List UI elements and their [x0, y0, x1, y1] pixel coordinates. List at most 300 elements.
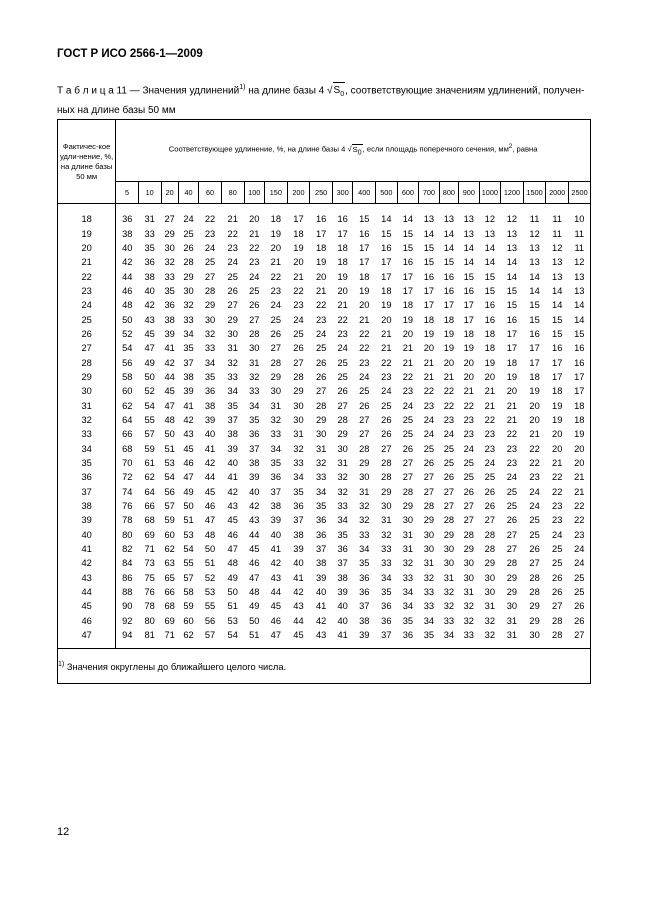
table-cell: 29 [227, 314, 238, 325]
table-cell: 17 [359, 257, 370, 268]
table-cell: 38 [183, 371, 194, 382]
table-cell: 20 [463, 371, 474, 382]
table-cell: 33 [227, 371, 238, 382]
table-cell: 36 [122, 214, 133, 225]
table-cell: 31 [315, 443, 327, 454]
table-cell: 75 [144, 572, 155, 583]
table-cell: 35 [381, 587, 392, 598]
table-cell: 32 [484, 615, 496, 626]
table-cell: 25 [484, 472, 496, 483]
table-cell: 18 [423, 314, 435, 325]
table-cell: 22 [529, 443, 540, 454]
table-row [58, 255, 591, 269]
table-cell: 21 [249, 228, 260, 239]
table-cell: 38 [204, 400, 216, 411]
table-cell: 24 [315, 328, 327, 339]
table-cell: 36 [164, 300, 175, 311]
actual-elongation-cell: 43 [58, 571, 116, 585]
actual-elongation-cell: 39 [58, 513, 116, 527]
table-cell: 16 [569, 355, 591, 369]
table-cell: 14 [552, 285, 563, 296]
table-cell: 47 [183, 472, 194, 483]
table-cell: 30 [484, 587, 496, 598]
table-cell: 21 [359, 314, 370, 325]
table-cell: 51 [183, 515, 194, 526]
table-cell: 25 [381, 400, 392, 411]
table-cell: 18 [293, 228, 304, 239]
table-cell: 12 [552, 242, 563, 253]
table-cell: 27 [484, 515, 496, 526]
table-cell: 50 [249, 615, 260, 626]
table-cell: 34 [293, 472, 304, 483]
header-root-symbol: $S_0$ [352, 145, 362, 157]
table-cell: 18 [337, 242, 348, 253]
table-cell: 76 [144, 587, 155, 598]
table-cell: 19 [506, 371, 518, 382]
table-cell: 17 [423, 285, 435, 296]
table-cell: 32 [484, 630, 496, 641]
table-cell: 30 [270, 386, 281, 397]
caption-root-symbol: $S_0$ [333, 82, 346, 103]
table-row [58, 269, 591, 283]
table-cell: 34 [249, 400, 260, 411]
table-cell: 21 [443, 371, 455, 382]
table-cell: 50 [227, 587, 238, 598]
table-cell: 35 [144, 242, 155, 253]
table-cell: 13 [506, 228, 518, 239]
table-cell: 26 [402, 443, 414, 454]
table-cell: 42 [122, 257, 133, 268]
table-cell: 22 [227, 228, 238, 239]
table-row [58, 312, 591, 326]
table-cell: 32 [293, 443, 304, 454]
table-cell: 26 [381, 414, 392, 425]
table-cell: 33 [204, 343, 216, 354]
table-cell: 26 [270, 328, 281, 339]
table-cell: 19 [293, 242, 304, 253]
table-cell: 26 [552, 572, 563, 583]
table-cell: 15 [484, 271, 496, 282]
table-cell: 66 [122, 429, 133, 440]
table-cell: 30 [204, 314, 216, 325]
table-cell: 25 [552, 558, 563, 569]
table-cell: 18 [315, 242, 327, 253]
table-row [58, 427, 591, 441]
table-cell: 15 [423, 257, 435, 268]
table-cell: 31 [270, 400, 281, 411]
table-cell: 76 [122, 501, 133, 512]
table-cell: 27 [506, 529, 518, 540]
table-cell: 13 [552, 257, 563, 268]
table-cell: 38 [164, 314, 175, 325]
table-cell: 16 [552, 343, 563, 354]
table-cell: 51 [204, 558, 216, 569]
area-header-cell: 900 [459, 182, 479, 204]
area-header-cell: 40 [178, 182, 198, 204]
table-cell: 25 [270, 314, 281, 325]
table-cell: 37 [315, 544, 327, 555]
table-cell: 25 [423, 443, 435, 454]
table-cell: 18 [402, 300, 414, 311]
table-cell: 24 [337, 343, 348, 354]
table-cell: 73 [144, 558, 155, 569]
table-cell: 35 [359, 558, 370, 569]
table-cell: 31 [402, 544, 414, 555]
table-cell: 32 [402, 558, 414, 569]
table-cell: 17 [381, 257, 392, 268]
actual-elongation-cell: 29 [58, 370, 116, 384]
table-cell: 39 [204, 414, 216, 425]
table-cell: 41 [183, 400, 194, 411]
table-cell: 44 [249, 529, 260, 540]
table-cell: 55 [144, 414, 155, 425]
table-cell: 12 [506, 214, 518, 225]
table-cell: 26 [249, 300, 260, 311]
table-cell: 14 [569, 312, 591, 326]
table-cell: 40 [204, 429, 216, 440]
table-cell: 58 [122, 371, 133, 382]
table-cell: 15 [463, 271, 474, 282]
table-cell: 50 [144, 371, 155, 382]
table-cell: 27 [463, 501, 474, 512]
table-cell: 16 [484, 314, 496, 325]
table-cell: 33 [183, 314, 194, 325]
table-cell: 23 [463, 429, 474, 440]
table-cell: 12 [484, 214, 496, 225]
table-cell: 20 [463, 357, 474, 368]
table-cell: 30 [484, 572, 496, 583]
table-row [58, 298, 591, 312]
footnote-row [58, 649, 591, 684]
table-cell: 28 [443, 515, 455, 526]
table-cell: 26 [569, 599, 591, 613]
table-cell: 41 [164, 343, 175, 354]
table-row [58, 398, 591, 412]
table-cell: 24 [529, 501, 540, 512]
table-cell: 11 [552, 214, 563, 225]
table-cell: 35 [293, 486, 304, 497]
table-cell: 20 [443, 357, 455, 368]
actual-elongation-cell: 37 [58, 485, 116, 499]
table-cell: 32 [463, 615, 474, 626]
table-cell: 35 [164, 285, 175, 296]
actual-elongation-cell: 30 [58, 384, 116, 398]
table-cell: 29 [529, 615, 540, 626]
table-cell: 23 [463, 414, 474, 425]
area-header-cell: 150 [265, 182, 288, 204]
table-cell: 13 [423, 214, 435, 225]
table-cell: 20 [270, 242, 281, 253]
table-cell: 14 [443, 228, 455, 239]
table-cell: 29 [164, 228, 175, 239]
table-cell: 54 [227, 630, 238, 641]
table-cell: 18 [506, 357, 518, 368]
table-cell: 32 [164, 257, 175, 268]
actual-elongation-cell: 22 [58, 269, 116, 283]
table-cell: 15 [552, 314, 563, 325]
table-cell: 32 [337, 486, 348, 497]
table-cell: 33 [164, 271, 175, 282]
table-cell: 42 [164, 357, 175, 368]
table-cell: 65 [164, 572, 175, 583]
table-cell: 21 [423, 357, 435, 368]
table-cell: 39 [337, 587, 348, 598]
table-cell: 27 [402, 458, 414, 469]
table-cell: 51 [227, 601, 238, 612]
table-cell: 28 [552, 615, 563, 626]
table-cell: 21 [423, 371, 435, 382]
table-cell: 53 [164, 458, 175, 469]
table-cell: 41 [337, 630, 348, 641]
table-cell: 14 [529, 285, 540, 296]
table-cell: 12 [569, 255, 591, 269]
table-cell: 24 [423, 414, 435, 425]
table-cell: 27 [552, 601, 563, 612]
table-cell: 64 [122, 414, 133, 425]
table-cell: 27 [402, 472, 414, 483]
table-cell: 47 [249, 572, 260, 583]
table-cell: 26 [463, 486, 474, 497]
table-cell: 35 [337, 529, 348, 540]
table-cell: 35 [227, 400, 238, 411]
table-cell: 58 [183, 587, 194, 598]
table-cell: 19 [359, 285, 370, 296]
table-cell: 19 [463, 343, 474, 354]
table-cell: 21 [337, 300, 348, 311]
table-cell: 29 [529, 601, 540, 612]
table-cell: 33 [463, 630, 474, 641]
table-cell: 18 [381, 285, 392, 296]
table-cell: 23 [569, 528, 591, 542]
table-cell: 21 [506, 414, 518, 425]
area-header-cell: 20 [161, 182, 178, 204]
actual-elongation-cell: 46 [58, 614, 116, 628]
table-cell: 64 [144, 486, 155, 497]
table-cell: 33 [381, 558, 392, 569]
caption-note-mark: 1) [239, 84, 246, 91]
table-cell: 69 [164, 615, 175, 626]
table-cell: 30 [227, 328, 238, 339]
table-cell: 19 [552, 400, 563, 411]
table-cell: 27 [443, 501, 455, 512]
area-header-cell: 5 [116, 182, 139, 204]
table-cell: 17 [529, 357, 540, 368]
table-cell: 61 [144, 458, 155, 469]
table-cell: 35 [249, 414, 260, 425]
spacer-row [58, 204, 591, 213]
table-cell: 26 [359, 400, 370, 411]
table-cell: 29 [204, 300, 216, 311]
table-cell: 20 [569, 442, 591, 456]
table-cell: 28 [359, 443, 370, 454]
table-cell: 13 [529, 257, 540, 268]
table-cell: 36 [381, 601, 392, 612]
table-cell: 19 [381, 300, 392, 311]
table-cell: 13 [569, 284, 591, 298]
table-cell: 23 [337, 328, 348, 339]
table-cell: 34 [337, 515, 348, 526]
actual-elongation-cell: 26 [58, 327, 116, 341]
table-cell: 26 [529, 544, 540, 555]
table-cell: 28 [484, 544, 496, 555]
table-cell: 43 [293, 601, 304, 612]
table-cell: 30 [463, 572, 474, 583]
table-cell: 35 [423, 630, 435, 641]
table-cell: 23 [506, 458, 518, 469]
actual-elongation-cell: 36 [58, 470, 116, 484]
table-cell: 19 [337, 271, 348, 282]
table-cell: 37 [227, 414, 238, 425]
table-cell: 47 [270, 630, 281, 641]
table-cell: 28 [249, 328, 260, 339]
table-row [58, 485, 591, 499]
table-cell: 48 [249, 587, 260, 598]
table-cell: 28 [381, 458, 392, 469]
table-cell: 48 [227, 558, 238, 569]
table-cell: 47 [204, 515, 216, 526]
table-cell: 23 [227, 242, 238, 253]
table-cell: 16 [423, 271, 435, 282]
table-cell: 22 [249, 242, 260, 253]
table-cell: 62 [183, 630, 194, 641]
table-cell: 38 [293, 529, 304, 540]
table-cell: 23 [423, 400, 435, 411]
table-cell: 18 [484, 328, 496, 339]
table-cell: 80 [144, 615, 155, 626]
table-cell: 27 [423, 486, 435, 497]
table-cell: 31 [293, 429, 304, 440]
table-cell: 39 [359, 630, 370, 641]
table-cell: 43 [144, 314, 155, 325]
table-cell: 33 [359, 529, 370, 540]
table-cell: 22 [293, 285, 304, 296]
table-cell: 90 [122, 601, 133, 612]
table-cell: 21 [270, 257, 281, 268]
table-cell: 21 [293, 271, 304, 282]
table-cell: 86 [122, 572, 133, 583]
table-row [58, 614, 591, 628]
area-header-cell: 60 [199, 182, 222, 204]
table-cell: 21 [315, 285, 327, 296]
table-cell: 34 [402, 601, 414, 612]
table-cell: 33 [402, 572, 414, 583]
table-cell: 14 [463, 242, 474, 253]
table-cell: 33 [249, 386, 260, 397]
table-cell: 37 [337, 558, 348, 569]
table-cell: 54 [183, 544, 194, 555]
table-cell: 33 [315, 472, 327, 483]
footnote [58, 649, 591, 684]
table-cell: 26 [315, 357, 327, 368]
table-cell: 38 [144, 271, 155, 282]
table-cell: 25 [402, 429, 414, 440]
table-cell: 42 [183, 414, 194, 425]
table-cell: 57 [164, 501, 175, 512]
table-cell: 68 [122, 443, 133, 454]
table-cell: 39 [249, 472, 260, 483]
table-cell: 32 [183, 300, 194, 311]
table-cell: 28 [463, 529, 474, 540]
table-row [58, 284, 591, 298]
table-cell: 27 [359, 429, 370, 440]
table-cell: 32 [249, 371, 260, 382]
table-cell: 21 [463, 386, 474, 397]
table-cell: 33 [423, 587, 435, 598]
table-cell: 40 [227, 458, 238, 469]
table-cell: 19 [569, 427, 591, 441]
table-cell: 17 [506, 343, 518, 354]
table-cell: 37 [293, 515, 304, 526]
table-cell: 42 [293, 587, 304, 598]
area-header-cell: 1500 [523, 182, 546, 204]
area-header-cell: 2500 [569, 182, 591, 204]
table-cell: 33 [270, 429, 281, 440]
table-cell: 15 [569, 327, 591, 341]
table-cell: 25 [337, 371, 348, 382]
table-cell: 56 [164, 486, 175, 497]
table-cell: 17 [293, 214, 304, 225]
table-cell: 34 [402, 587, 414, 598]
table-cell: 63 [164, 558, 175, 569]
table-cell: 15 [423, 242, 435, 253]
table-cell: 25 [529, 529, 540, 540]
table-cell: 37 [183, 357, 194, 368]
table-cell: 26 [183, 242, 194, 253]
table-cell: 25 [249, 285, 260, 296]
table-cell: 27 [506, 544, 518, 555]
table-cell: 43 [315, 630, 327, 641]
table-cell: 41 [293, 572, 304, 583]
table-cell: 29 [506, 572, 518, 583]
table-cell: 30 [443, 544, 455, 555]
table-cell: 44 [122, 271, 133, 282]
table-cell: 80 [122, 529, 133, 540]
actual-elongation-cell: 44 [58, 585, 116, 599]
table-cell: 18 [270, 214, 281, 225]
table-cell: 27 [337, 400, 348, 411]
table-cell: 17 [552, 371, 563, 382]
table-cell: 40 [249, 486, 260, 497]
table-cell: 34 [315, 486, 327, 497]
table-cell: 11 [552, 228, 563, 239]
table-cell: 34 [227, 386, 238, 397]
table-cell: 19 [270, 228, 281, 239]
actual-elongation-cell: 23 [58, 284, 116, 298]
table-cell: 60 [164, 529, 175, 540]
table-cell: 40 [337, 601, 348, 612]
table-cell: 43 [270, 572, 281, 583]
table-cell: 55 [204, 601, 216, 612]
table-cell: 21 [529, 429, 540, 440]
area-header-cell: 250 [310, 182, 333, 204]
table-cell: 31 [423, 558, 435, 569]
table-row [58, 341, 591, 355]
table-cell: 16 [443, 285, 455, 296]
table-cell: 46 [227, 529, 238, 540]
table-cell: 50 [204, 544, 216, 555]
area-header-cell: 10 [138, 182, 161, 204]
actual-elongation-cell: 45 [58, 599, 116, 613]
table-cell: 33 [423, 601, 435, 612]
table-cell: 17 [359, 242, 370, 253]
table-row [58, 556, 591, 570]
table-cell: 14 [423, 228, 435, 239]
table-cell: 82 [122, 544, 133, 555]
table-cell: 48 [164, 414, 175, 425]
table-cell: 44 [293, 615, 304, 626]
table-cell: 38 [359, 615, 370, 626]
table-cell: 34 [423, 615, 435, 626]
